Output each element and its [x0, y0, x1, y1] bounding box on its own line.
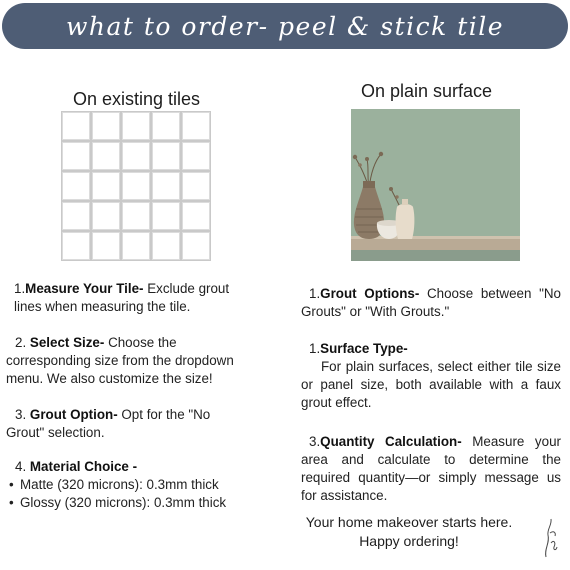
tile-grid-illustration [61, 111, 211, 261]
shelf-shadow [351, 250, 520, 261]
tile-square [62, 172, 90, 200]
tile-square [182, 112, 210, 140]
header-banner [2, 3, 568, 49]
tile-square [182, 232, 210, 260]
footer-message [293, 513, 525, 551]
step-heading: Grout Options- [320, 286, 420, 301]
tile-square [182, 202, 210, 230]
tile-square [182, 172, 210, 200]
step-heading: Grout Option- [29, 407, 118, 422]
vase-shelf-image [351, 109, 520, 261]
step-text: Exclude grout lines when measuring the tile. [14, 281, 230, 314]
step-heading: Select Size- [29, 335, 105, 350]
tile-square [92, 232, 120, 260]
step-number: 1. [309, 341, 321, 356]
step-text: Choose between "No Grouts" or "With Grouts." [301, 286, 561, 319]
step-heading: Quantity Calculation- [320, 434, 462, 449]
tile-square [92, 202, 120, 230]
step-number: 1. [309, 286, 321, 301]
left-step-3 [6, 406, 246, 442]
step-heading: Material Choice - [29, 459, 138, 474]
tile-square [122, 112, 150, 140]
right-column-title: On plain surface [361, 81, 493, 101]
tile-square [92, 112, 120, 140]
step-number: 4. [15, 459, 27, 474]
step-text: Measure your area and calculate to determine the required quantity—or simply message us for assistance. [301, 434, 561, 503]
signature-icon [536, 513, 566, 561]
tile-square [62, 232, 90, 260]
tile-square [182, 142, 210, 170]
right-step-1 [301, 285, 561, 321]
room-photo [351, 109, 520, 261]
step-text: Choose the corresponding size from the dropdown menu. We also customize the size! [6, 335, 234, 386]
material-item-matte: • Matte (320 microns): 0.3mm thick [6, 476, 261, 494]
step-text: For plain surfaces, select either tile size or panel size, both available with a faux grout effect. [301, 359, 561, 410]
step-heading: Measure Your Tile- [25, 281, 144, 296]
footer-line-2: Happy ordering! [359, 533, 459, 549]
tile-square [92, 142, 120, 170]
tile-square [152, 202, 180, 230]
tile-square [152, 172, 180, 200]
right-step-2 [301, 340, 561, 412]
tile-square [152, 112, 180, 140]
tile-square [122, 142, 150, 170]
left-column-title: On existing tiles [73, 89, 201, 109]
tile-square [62, 112, 90, 140]
tile-square [92, 172, 120, 200]
step-text: Opt for the "No Grout" selection. [6, 407, 211, 440]
tile-square [62, 202, 90, 230]
tile-square [122, 172, 150, 200]
left-step-2 [6, 334, 258, 388]
tile-square [62, 142, 90, 170]
step-number: 1. [14, 281, 26, 296]
banner-title: what to order- peel & stick tile [65, 11, 505, 41]
left-step-1 [14, 280, 254, 316]
step-number: 3. [15, 407, 27, 422]
tile-square [152, 232, 180, 260]
material-item-glossy: • Glossy (320 microns): 0.3mm thick [6, 494, 261, 512]
material-list [6, 476, 261, 512]
step-number: 2. [15, 335, 27, 350]
tile-square [152, 142, 180, 170]
signature-mark [536, 513, 566, 561]
footer-line-1: Your home makeover starts here. [305, 514, 513, 530]
step-number: 3. [309, 434, 321, 449]
tile-square [122, 232, 150, 260]
tile-square [122, 202, 150, 230]
left-step-4 [6, 458, 261, 512]
right-step-3 [301, 433, 561, 505]
step-heading: Surface Type- [320, 341, 408, 356]
